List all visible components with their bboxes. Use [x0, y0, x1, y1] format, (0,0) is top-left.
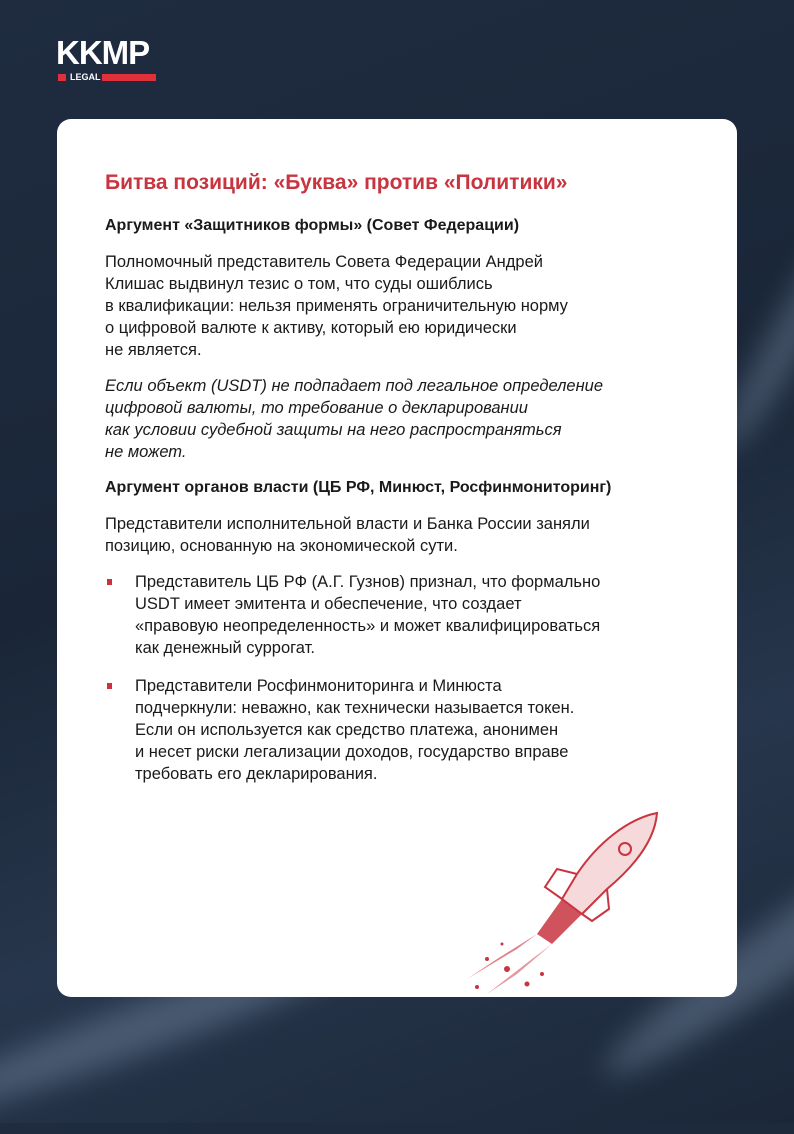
text-line: Представители Росфинмониторинга и Минюста [135, 677, 502, 695]
list-item [105, 675, 705, 785]
text-line: не является. [105, 341, 202, 359]
section2-paragraph [105, 513, 705, 557]
logo-square [58, 74, 66, 81]
rocket-illustration [457, 809, 697, 999]
text-line: Клишас выдвинул тезис о том, что суды ошиблись [105, 275, 493, 293]
text-line: Если объект (USDT) не подпадает под легальное определение [105, 377, 604, 395]
text-line: в квалификации: нельзя применять ограничительную норму [105, 297, 568, 315]
text-line: требовать его декларирования. [135, 765, 378, 783]
bullet-list [105, 571, 705, 785]
logo-sub: LEGAL [70, 72, 101, 82]
page-title: Битва позиций: «Буква» против «Политики» [105, 171, 568, 194]
text-line: Представитель ЦБ РФ (А.Г. Гузнов) признал, что формально [135, 573, 601, 591]
text-line: и несет риски легализации доходов, государство вправе [135, 743, 569, 761]
list-item [105, 571, 705, 659]
text-line: о цифровой валюте к активу, который ею юридически [105, 319, 517, 337]
content-card [57, 119, 737, 997]
text-line: подчеркнули: неважно, как технически называется токен. [135, 699, 575, 717]
kkmp-logo [56, 34, 158, 86]
bullet-icon [107, 579, 112, 585]
logo-text: KKMP [56, 34, 150, 71]
section1-heading: Аргумент «Защитников формы» (Совет Федерации) [105, 217, 520, 234]
text-line: как условии судебной защиты на него распространяться [105, 421, 562, 439]
text-line: цифровой валюты, то требование о декларировании [105, 399, 528, 417]
text-line: Если он используется как средство платежа, анонимен [135, 721, 559, 739]
bullet-icon [107, 683, 112, 689]
text-line: USDT имеет эмитента и обеспечение, что создает [135, 595, 522, 613]
text-line: позицию, основанную на экономической сути. [105, 537, 458, 555]
text-line: Полномочный представитель Совета Федерации Андрей [105, 253, 543, 271]
text-line: Представители исполнительной власти и Банка России заняли [105, 515, 590, 533]
text-line: как денежный суррогат. [135, 639, 315, 657]
section2-heading: Аргумент органов власти (ЦБ РФ, Минюст, Росфинмониторинг) [105, 479, 612, 496]
section1-paragraph [105, 251, 705, 361]
section1-quote [105, 375, 705, 463]
text-line: не может. [105, 443, 187, 461]
text-line: «правовую неопределенность» и может квалифицироваться [135, 617, 601, 635]
logo-bar [102, 74, 156, 81]
